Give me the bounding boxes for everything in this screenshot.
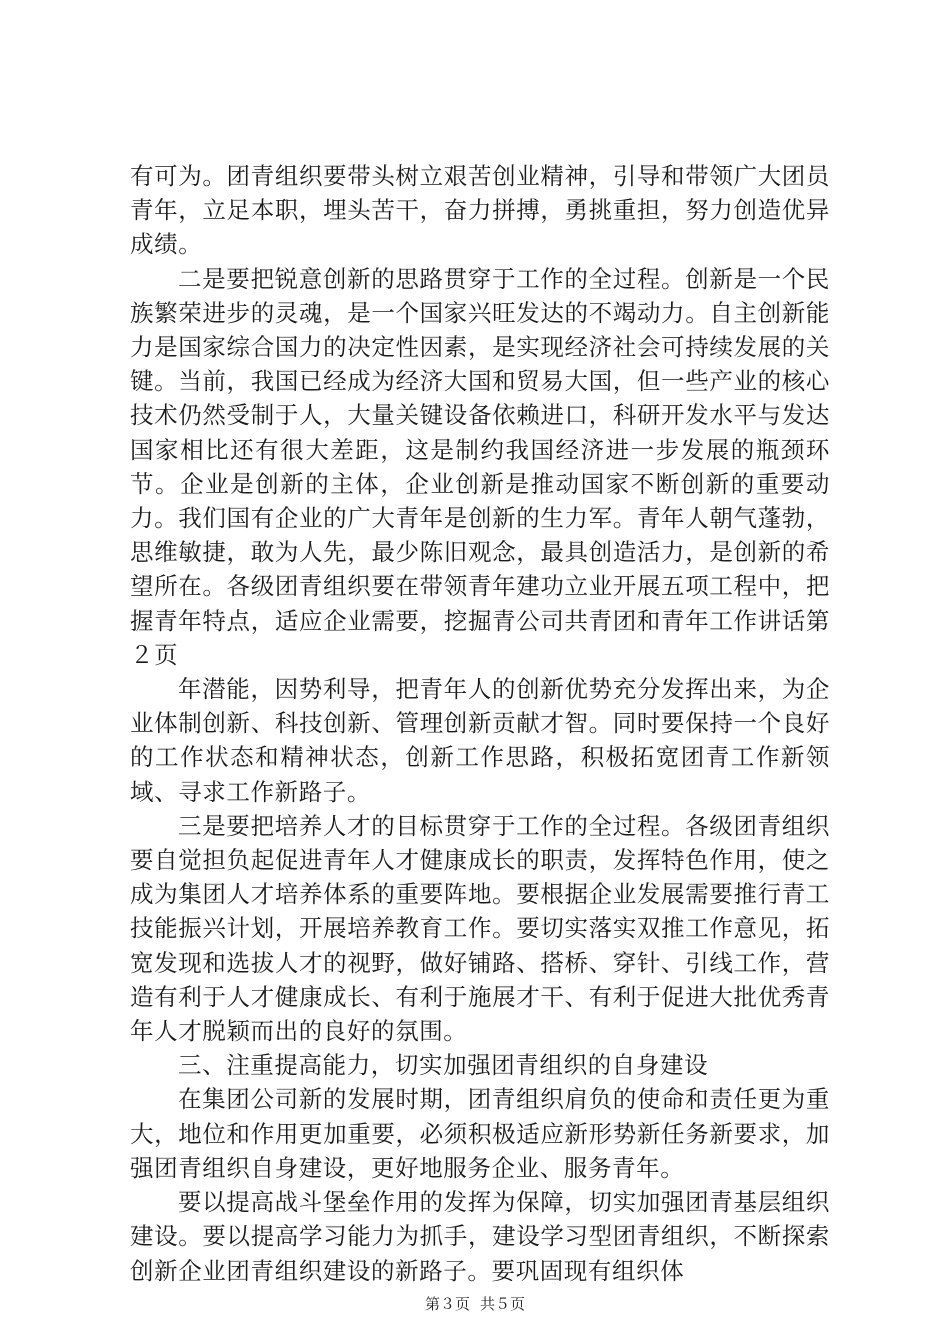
paragraph-6: 要以提高战斗堡垒作用的发挥为保障，切实加强团青基层组织建设。要以提高学习能力为抓手，建设学习型团青组织，不断探索创新企业团青组织建设的新路子。要巩固现有组织体 [130, 1188, 830, 1285]
page-footer [0, 1294, 950, 1314]
paragraph-3: 年潜能，因势利导，把青年人的创新优势充分发挥出来，为企业体制创新、科技创新、管理创新贡献才智。同时要保持一个良好的工作状态和精神状态，创新工作思路，积极拓宽团青工作新领域、寻求工作新路子。 [130, 675, 830, 806]
document-body [130, 159, 830, 1288]
paragraph-2: 二是要把锐意创新的思路贯穿于工作的全过程。创新是一个民族繁荣进步的灵魂，是一个国家兴旺发达的不竭动力。自主创新能力是国家综合国力的决定性因素，是实现经济社会可持续发展的关键。当前，我国已经成为经济大国和贸易大国，但一些产业的核心技术仍然受制于人，大量关键设备依赖进口，科研开发水平与发达国家相比还有很大差距，这是制约我国经济进一步发展的瓶颈环节。企业是创新的主体，企业创新是推动国家不断创新的重要动力。我们国有企业的广大青年是创新的生力军。青年人朝气蓬勃，思维敏捷，敢为人先，最少陈旧观念，最具创造活力，是创新的希望所在。各级团青组织要在带领青年建功立业开展五项工程中，把握青年特点，适应企业需要，挖掘青公司共青团和青年工作讲话第２页 [130, 264, 830, 669]
page-number: 第３页 [424, 1295, 470, 1313]
paragraph-4: 三是要把培养人才的目标贯穿于工作的全过程。各级团青组织要自觉担负起促进青年人才健康成长的职责，发挥特色作用，使之成为集团人才培养体系的重要阵地。要根据企业发展需要推行青工技能振兴计划，开展培养教育工作。要切实落实双推工作意见，拓宽发现和选拔人才的视野，做好铺路、搭桥、穿针、引线工作，营造有利于人才健康成长、有利于施展才干、有利于促进大批优秀青年人才脱颖而出的良好的氛围。 [130, 811, 830, 1046]
paragraph-1: 有可为。团青组织要带头树立艰苦创业精神，引导和带领广大团员青年，立足本职，埋头苦干，奋力拼搏，勇挑重担，努力创造优异成绩。 [130, 162, 830, 259]
section-heading: 三、注重提高能力，切实加强团青组织的自身建设 [178, 1051, 709, 1080]
page-total: 共５页 [480, 1295, 526, 1313]
paragraph-5: 在集团公司新的发展时期，团青组织肩负的使命和责任更为重大，地位和作用更加重要，必须积极适应新形势新任务新要求，加强团青组织自身建设，更好地服务企业、服务青年。 [130, 1085, 830, 1182]
